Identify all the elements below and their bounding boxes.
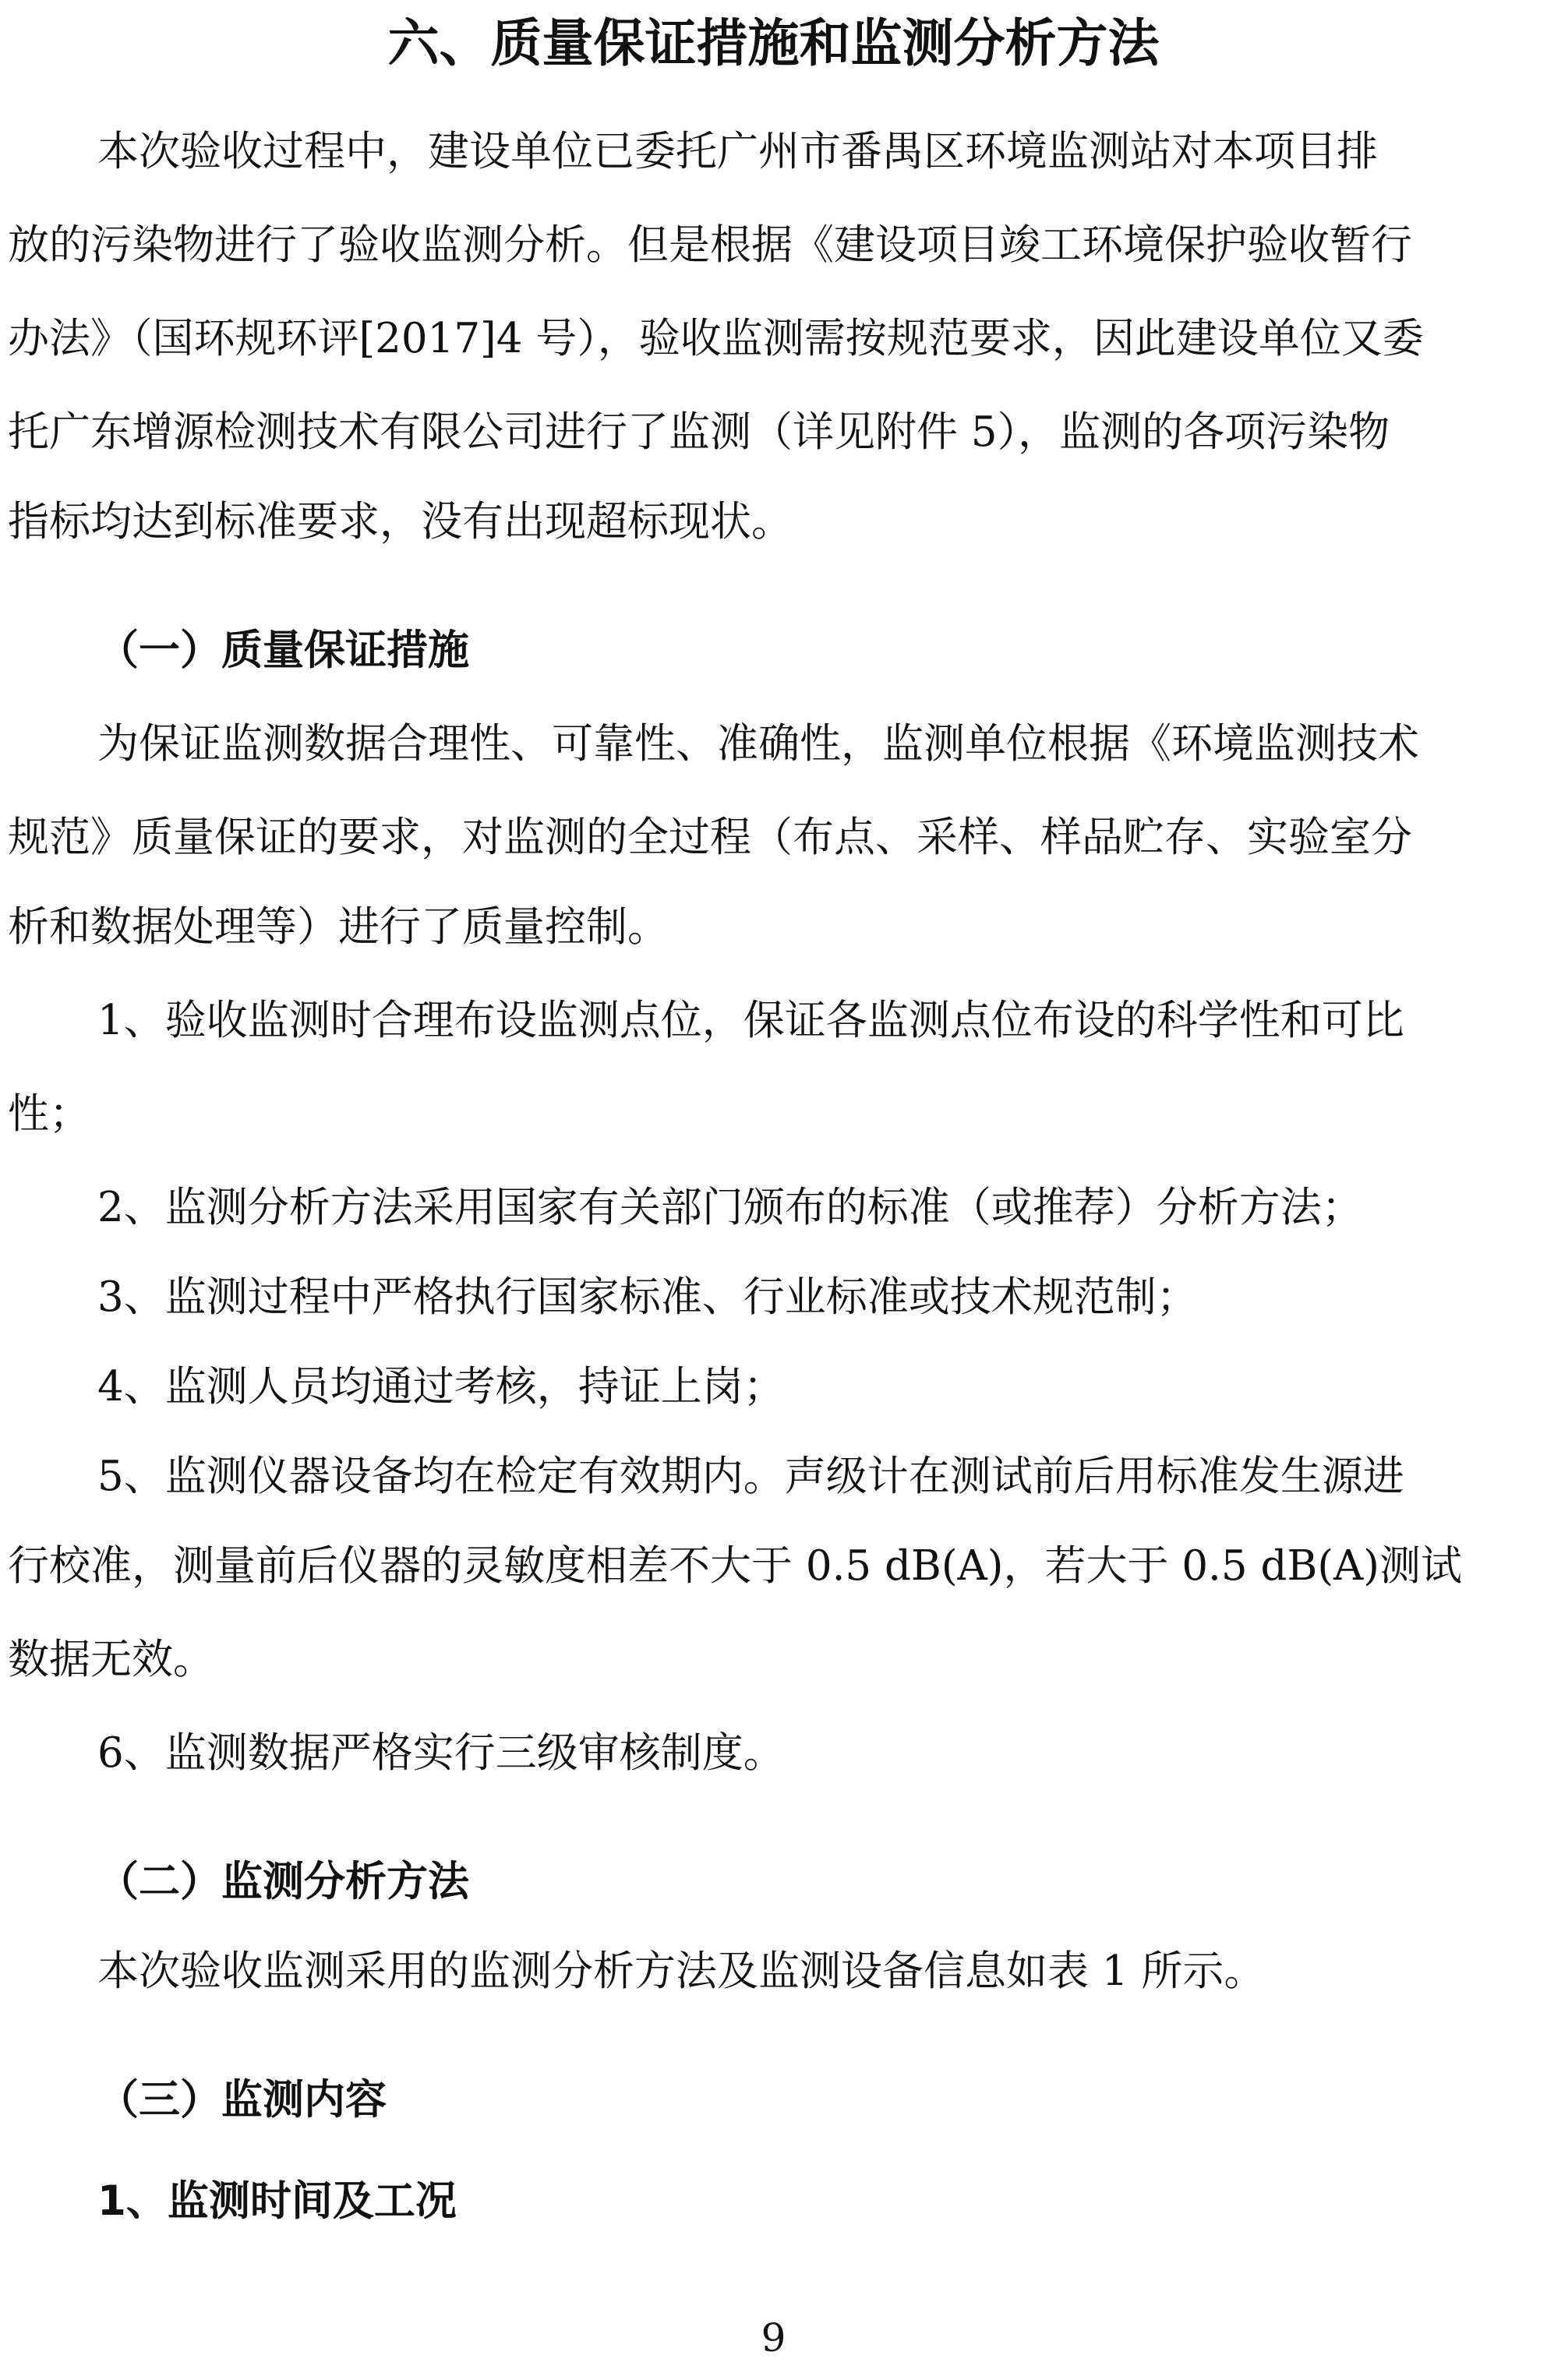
section3-subheading: 1、监测时间及工况 [97, 2177, 457, 2225]
section1-para-line-2: 规范》质量保证的要求，对监测的全过程（布点、采样、样品贮存、实验室分 [8, 814, 1412, 861]
item1-line-1: 1、验收监测时合理布设监测点位，保证各监测点位布设的科学性和可比 [97, 997, 1404, 1044]
item3: 3、监测过程中严格执行国家标准、行业标准或技术规范制； [97, 1273, 1198, 1321]
page-number: 9 [761, 2315, 786, 2361]
item1-line-2: 性； [8, 1090, 90, 1138]
intro-line-1: 本次验收过程中，建设单位已委托广州市番禺区环境监测站对本项目排 [97, 128, 1378, 175]
intro-line-3: 办法》（国环规环评[2017]4 号），验收监测需按规范要求，因此建设单位又委 [8, 315, 1424, 362]
intro-line-5: 指标均达到标准要求，没有出现超标现状。 [8, 498, 793, 546]
item5-line-1: 5、监测仪器设备均在检定有效期内。声级计在测试前后用标准发生源进 [97, 1453, 1404, 1500]
item5-line-2: 行校准，测量前后仪器的灵敏度相差不大于 0.5 dB(A)，若大于 0.5 dB(A)测试 [8, 1542, 1462, 1590]
intro-line-2: 放的污染物进行了验收监测分析。但是根据《建设项目竣工环境保护验收暂行 [8, 221, 1412, 269]
item6: 6、监测数据严格实行三级审核制度。 [97, 1729, 785, 1777]
item2: 2、监测分析方法采用国家有关部门颁布的标准（或推荐）分析方法； [97, 1184, 1363, 1231]
section3-heading: （三）监测内容 [97, 2076, 387, 2124]
page-title: 六、质量保证措施和监测分析方法 [387, 13, 1160, 73]
section1-para-line-1: 为保证监测数据合理性、可靠性、准确性，监测单位根据《环境监测技术 [97, 720, 1419, 768]
item4: 4、监测人员均通过考核，持证上岗； [97, 1363, 785, 1411]
section1-heading: （一）质量保证措施 [97, 627, 469, 674]
section2-heading: （二）监测分析方法 [97, 1858, 469, 1905]
section2-para: 本次验收监测采用的监测分析方法及监测设备信息如表 1 所示。 [97, 1947, 1266, 1995]
item5-line-3: 数据无效。 [8, 1636, 214, 1683]
intro-line-4: 托广东增源检测技术有限公司进行了监测（详见附件 5），监测的各项污染物 [8, 408, 1390, 456]
section1-para-line-3: 析和数据处理等）进行了质量控制。 [8, 903, 669, 951]
